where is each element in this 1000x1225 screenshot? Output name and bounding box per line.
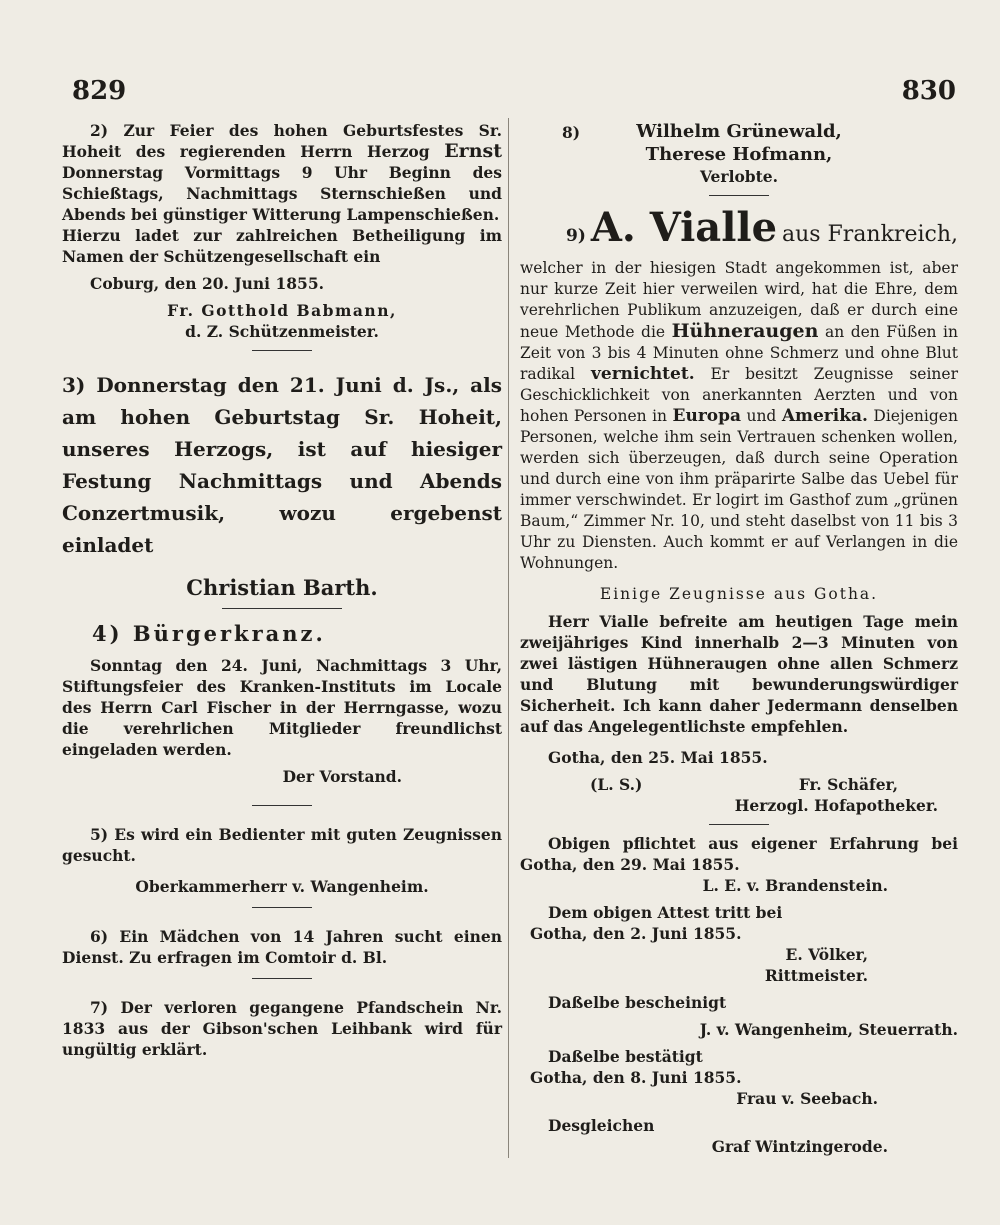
- notice-9-vernichtet: vernichtet.: [591, 364, 695, 384]
- seal-ls: (L. S.): [590, 775, 643, 794]
- notice-5-text: 5) Es wird ein Bedienter mit guten Zeugnissen gesucht.: [62, 825, 502, 865]
- notice-6: [62, 926, 502, 968]
- notice-2-ernst: Ernst: [444, 140, 502, 162]
- separator: [252, 907, 312, 908]
- notice-9-part: Er besitzt Zeugnisse seiner Geschicklichkeit von anerkannten Aerzten und von hohen Personen in: [520, 365, 958, 425]
- page-number-left: 829: [72, 76, 127, 106]
- notice-2-role: d. Z. Schützenmeister.: [185, 322, 379, 341]
- notice-9-part: an den Füßen in Zeit von 3 bis 4 Minuten ohne Schmerz und ohne Blut radikal: [520, 323, 958, 383]
- notice-4-text: Sonntag den 24. Juni, Nachmittags 3 Uhr, Stiftungsfeier des Kranken-Instituts im Locale des Herrn Carl Fischer in der Herrngasse, wozu die verehrlichen Mitglieder freundlichst eingeladen werden.: [62, 656, 502, 759]
- bescheinigt-text: Daßelbe bescheinigt: [548, 993, 727, 1012]
- notice-5: [62, 824, 502, 897]
- signer-wintzingerode: Graf Wintzingerode.: [711, 1137, 888, 1156]
- notice-9-label: 9): [566, 226, 586, 246]
- testimonial-date: Gotha, den 25. Mai 1855.: [548, 748, 768, 767]
- notice-8-name1: Wilhelm Grünewald,: [636, 121, 842, 142]
- notice-2-signer: Fr. Gotthold Babmann,: [167, 301, 397, 320]
- notice-8-label: 8): [562, 123, 581, 142]
- notice-9-amerika: Amerika.: [781, 406, 868, 426]
- seal-line: [520, 774, 958, 795]
- signer-hofapotheker: Herzogl. Hofapotheker.: [734, 796, 938, 815]
- notice-2-place-date: Coburg, den 20. Juni 1855.: [90, 274, 324, 293]
- bestaetigt-date: Gotha, den 8. Juni 1855.: [530, 1068, 742, 1087]
- notice-9-huehneraugen: Hühneraugen: [671, 320, 819, 342]
- notice-2-invite: Hierzu ladet zur zahlreichen Betheiligung im Namen der Schützengesellschaft ein: [62, 226, 502, 266]
- attest-date: Gotha, den 2. Juni 1855.: [530, 924, 742, 943]
- notice-8: [520, 120, 958, 187]
- separator: [252, 350, 312, 351]
- notice-8-name2: Therese Hofmann,: [645, 144, 833, 165]
- separator: [709, 824, 769, 825]
- notice-2-line1: 2) Zur Feier des hohen Geburtsfestes Sr. Hoheit des regierenden Herrn Herzog: [62, 121, 502, 161]
- notice-2: [62, 120, 502, 342]
- vialle-name: A. Vialle: [590, 204, 778, 251]
- notice-9-header: [520, 206, 958, 258]
- notice-3: [62, 369, 502, 600]
- signer-seebach: Frau v. Seebach.: [736, 1089, 878, 1108]
- notice-7: [62, 997, 502, 1060]
- notice-2-text: [62, 120, 502, 225]
- notice-4-heading: 4) Bürgerkranz.: [92, 621, 326, 646]
- signer-voelker: E. Völker,: [785, 945, 868, 964]
- left-column: [62, 120, 502, 1060]
- vialle-origin: aus Frankreich,: [781, 222, 958, 247]
- right-column: [520, 120, 958, 1157]
- notice-9: [520, 206, 958, 1157]
- notice-2-line2: Donnerstag Vormittags 9 Uhr Beginn des Schießtags, Nachmittags Sternschießen und Abends bei günstiger Witterung Lampenschießen.: [62, 163, 502, 224]
- notice-7-text: 7) Der verloren gegangene Pfandschein Nr. 1833 aus der Gibson'schen Leihbank wird für ungültig erklärt.: [62, 998, 502, 1059]
- notice-3-text: 3) Donnerstag den 21. Juni d. Js., als am hohen Geburtstag Sr. Hoheit, unseres Herzogs, ist auf hiesiger Festung Nachmittags und Abends Conzertmusik, wozu ergebenst einladet: [62, 373, 502, 557]
- signer-schaefer: Fr. Schäfer,: [798, 775, 898, 794]
- column-divider: [508, 118, 509, 1158]
- bestaetigt-text: Daßelbe bestätigt: [548, 1047, 703, 1066]
- notice-8-status: Verlobte.: [699, 167, 779, 186]
- notice-9-body: [520, 258, 958, 574]
- attest-text: Dem obigen Attest tritt bei: [548, 903, 783, 922]
- notice-9-europa: Europa: [672, 406, 742, 426]
- notice-4: [62, 619, 502, 787]
- testimonial-text: Herr Vialle befreite am heutigen Tage mein zweijähriges Kind innerhalb 2—3 Minuten von zwei lästigen Hühneraugen ohne allen Schmerz und Blutung mit bewunderungswürdiger Sicherheit. Ich kann daher Jedermann denselben auf das Angelegentlichste empfehlen.: [520, 612, 958, 736]
- notice-6-text: 6) Ein Mädchen von 14 Jahren sucht einen Dienst. Zu erfragen im Comtoir d. Bl.: [62, 927, 502, 967]
- desgleichen-text: Desgleichen: [548, 1116, 655, 1135]
- notice-9-und: und: [746, 407, 777, 425]
- notice-9-part: welcher in der hiesigen Stadt angekommen ist, aber nur kurze Zeit hier verweilen wird, hat die Ehre, dem verehrlichen Publikum anzuzeigen, daß er durch eine neue Methode die: [520, 259, 958, 341]
- page-number-right: 830: [901, 76, 956, 106]
- separator: [222, 608, 342, 609]
- separator: [252, 978, 312, 979]
- separator: [252, 805, 312, 806]
- obigen-text: Obigen pflichtet aus eigener Erfahrung bei Gotha, den 29. Mai 1855.: [520, 834, 958, 874]
- notice-4-signer: Der Vorstand.: [282, 767, 402, 786]
- zeugnisse-heading: Einige Zeugnisse aus Gotha.: [599, 585, 879, 603]
- signer-brandenstein: L. E. v. Brandenstein.: [702, 876, 888, 895]
- notice-9-part: Diejenigen Personen, welche ihm sein Vertrauen schenken wollen, werden sich überzeugen, daß durch seine Operation und durch eine von ihm präparirte Salbe das Uebel für immer verschwindet. Er logirt im Gasthof zum „grünen Baum,“ Zimmer Nr. 10, und steht daselbst von 11 bis 3 Uhr zu Diensten. Auch kommt er auf Verlangen in die Wohnungen.: [520, 407, 958, 572]
- signer-voelker-rank: Rittmeister.: [764, 966, 868, 985]
- notice-3-signer: Christian Barth.: [186, 575, 378, 600]
- separator: [709, 195, 769, 196]
- signer-wangenheim: J. v. Wangenheim, Steuerrath.: [699, 1020, 958, 1039]
- notice-5-signer: Oberkammerherr v. Wangenheim.: [135, 877, 429, 896]
